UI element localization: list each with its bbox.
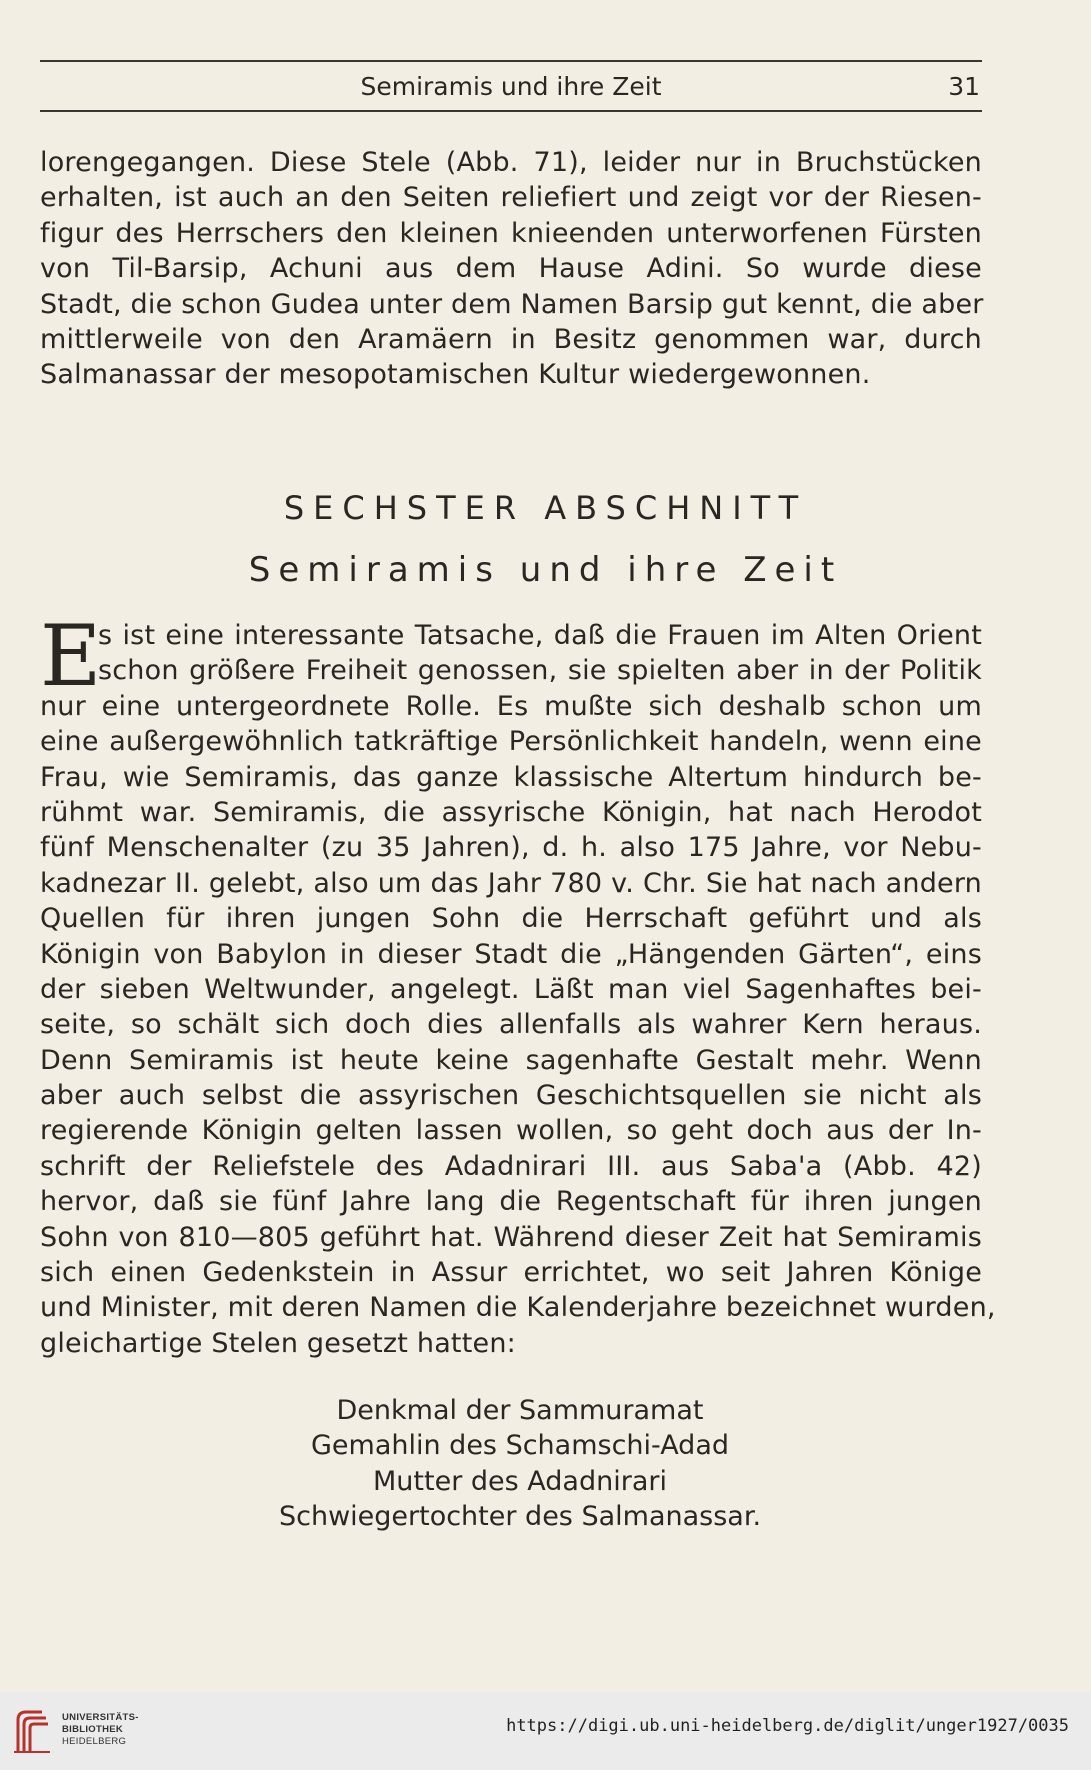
text-line: Frau, wie Semiramis, das ganze klassische Altertum hindurch be- [40,761,982,793]
paragraph-main [40,607,996,1361]
header-rule-bottom [40,110,982,112]
text-line: von Til-Barsip, Achuni aus dem Hause Adini. So wurde diese [40,253,982,285]
section-label: SECHSTER ABSCHNITT [283,489,808,527]
text-line: schon größere Freiheit genossen, sie spielten aber in der Politik [98,655,982,687]
text-line: der sieben Weltwunder, angelegt. Läßt man viel Sagenhaftes bei- [40,973,982,1005]
header-rule-top [40,60,982,62]
text-line: gleichartige Stelen gesetzt hatten: [40,1327,516,1359]
text-line: seite, so schält sich doch dies allenfalls als wahrer Kern heraus. [40,1009,982,1041]
logo-line: UNIVERSITÄTS- [62,1712,139,1723]
text-line: s ist eine interessante Tatsache, daß die Frauen im Alten Orient [98,620,982,651]
inscription-line: Schwiegertochter des Salmanassar. [278,1501,762,1533]
text-line: erhalten, ist auch an den Seiten reliefiert und zeigt vor der Riesen- [40,182,982,214]
text-line: Königin von Babylon in dieser Stadt die „Hängenden Gärten“, eins [40,938,982,970]
text-line: figur des Herrschers den kleinen knieenden unterworfenen Fürsten [40,217,982,249]
text-line: fünf Menschenalter (zu 35 Jahren), d. h. also 175 Jahre, vor Nebu- [40,832,982,864]
text-line: mittlerweile von den Aramäern in Besitz genommen war, durch [40,323,982,355]
text-line: hervor, daß sie fünf Jahre lang die Regentschaft für ihren jungen [40,1186,982,1218]
logo-line: BIBLIOTHEK [62,1724,124,1735]
text-line: aber auch selbst die assyrischen Geschichtsquellen sie nicht als [40,1080,982,1112]
inscription-line: Denkmal der Sammuramat [336,1395,704,1426]
page-number: 31 [948,72,980,101]
text-line: kadnezar II. gelebt, also um das Jahr 780 v. Chr. Sie hat nach andern [40,867,982,899]
inscription-line: Mutter des Adadnirari [373,1465,667,1497]
text-line: lorengegangen. Diese Stele (Abb. 71), leider nur in Bruchstücken [40,147,982,178]
inscription-line: Gemahlin des Schamschi-Adad [310,1430,730,1462]
text-line: schrift der Reliefstele des Adadnirari III. aus Saba'a (Abb. 42) [40,1150,982,1182]
library-logo-icon[interactable] [12,1706,52,1756]
text-line: nur eine untergeordnete Rolle. Es mußte sich deshalb schon um [40,690,982,722]
section-title: Semiramis und ihre Zeit [248,550,843,590]
paragraph-intro [40,145,982,393]
running-title: Semiramis und ihre Zeit [360,72,662,101]
text-line: eine außergewöhnlich tatkräftige Persönlichkeit handeln, wenn eine [40,726,982,758]
text-line: sich einen Gedenkstein in Assur errichtet, wo seit Jahren Könige [40,1257,982,1289]
text-line: und Minister, mit deren Namen die Kalenderjahre bezeichnet wurden, [40,1292,996,1324]
text-line: Quellen für ihren jungen Sohn die Herrschaft geführt und als [40,903,982,935]
library-logo-text [62,1712,139,1748]
drop-cap: E [40,607,102,705]
footer-bar [0,1692,1091,1770]
text-line: Stadt, die schon Gudea unter dem Namen Barsip gut kennt, die aber [40,288,984,320]
text-line: Sohn von 810—805 geführt hat. Während dieser Zeit hat Semiramis [40,1221,982,1253]
source-url-link[interactable]: https://digi.ub.uni-heidelberg.de/diglit/unger1927/0035 [506,1716,1069,1736]
text-line: Denn Semiramis ist heute keine sagenhafte Gestalt mehr. Wenn [40,1044,982,1076]
text-line: Salmanassar der mesopotamischen Kultur wiedergewonnen. [40,359,871,391]
text-line: rühmt war. Semiramis, die assyrische Königin, hat nach Herodot [40,796,982,828]
running-head [40,68,982,106]
text-line: regierende Königin gelten lassen wollen, so geht doch aus der In- [40,1115,982,1147]
inscription-block [0,1393,1040,1535]
logo-line: HEIDELBERG [62,1736,127,1747]
